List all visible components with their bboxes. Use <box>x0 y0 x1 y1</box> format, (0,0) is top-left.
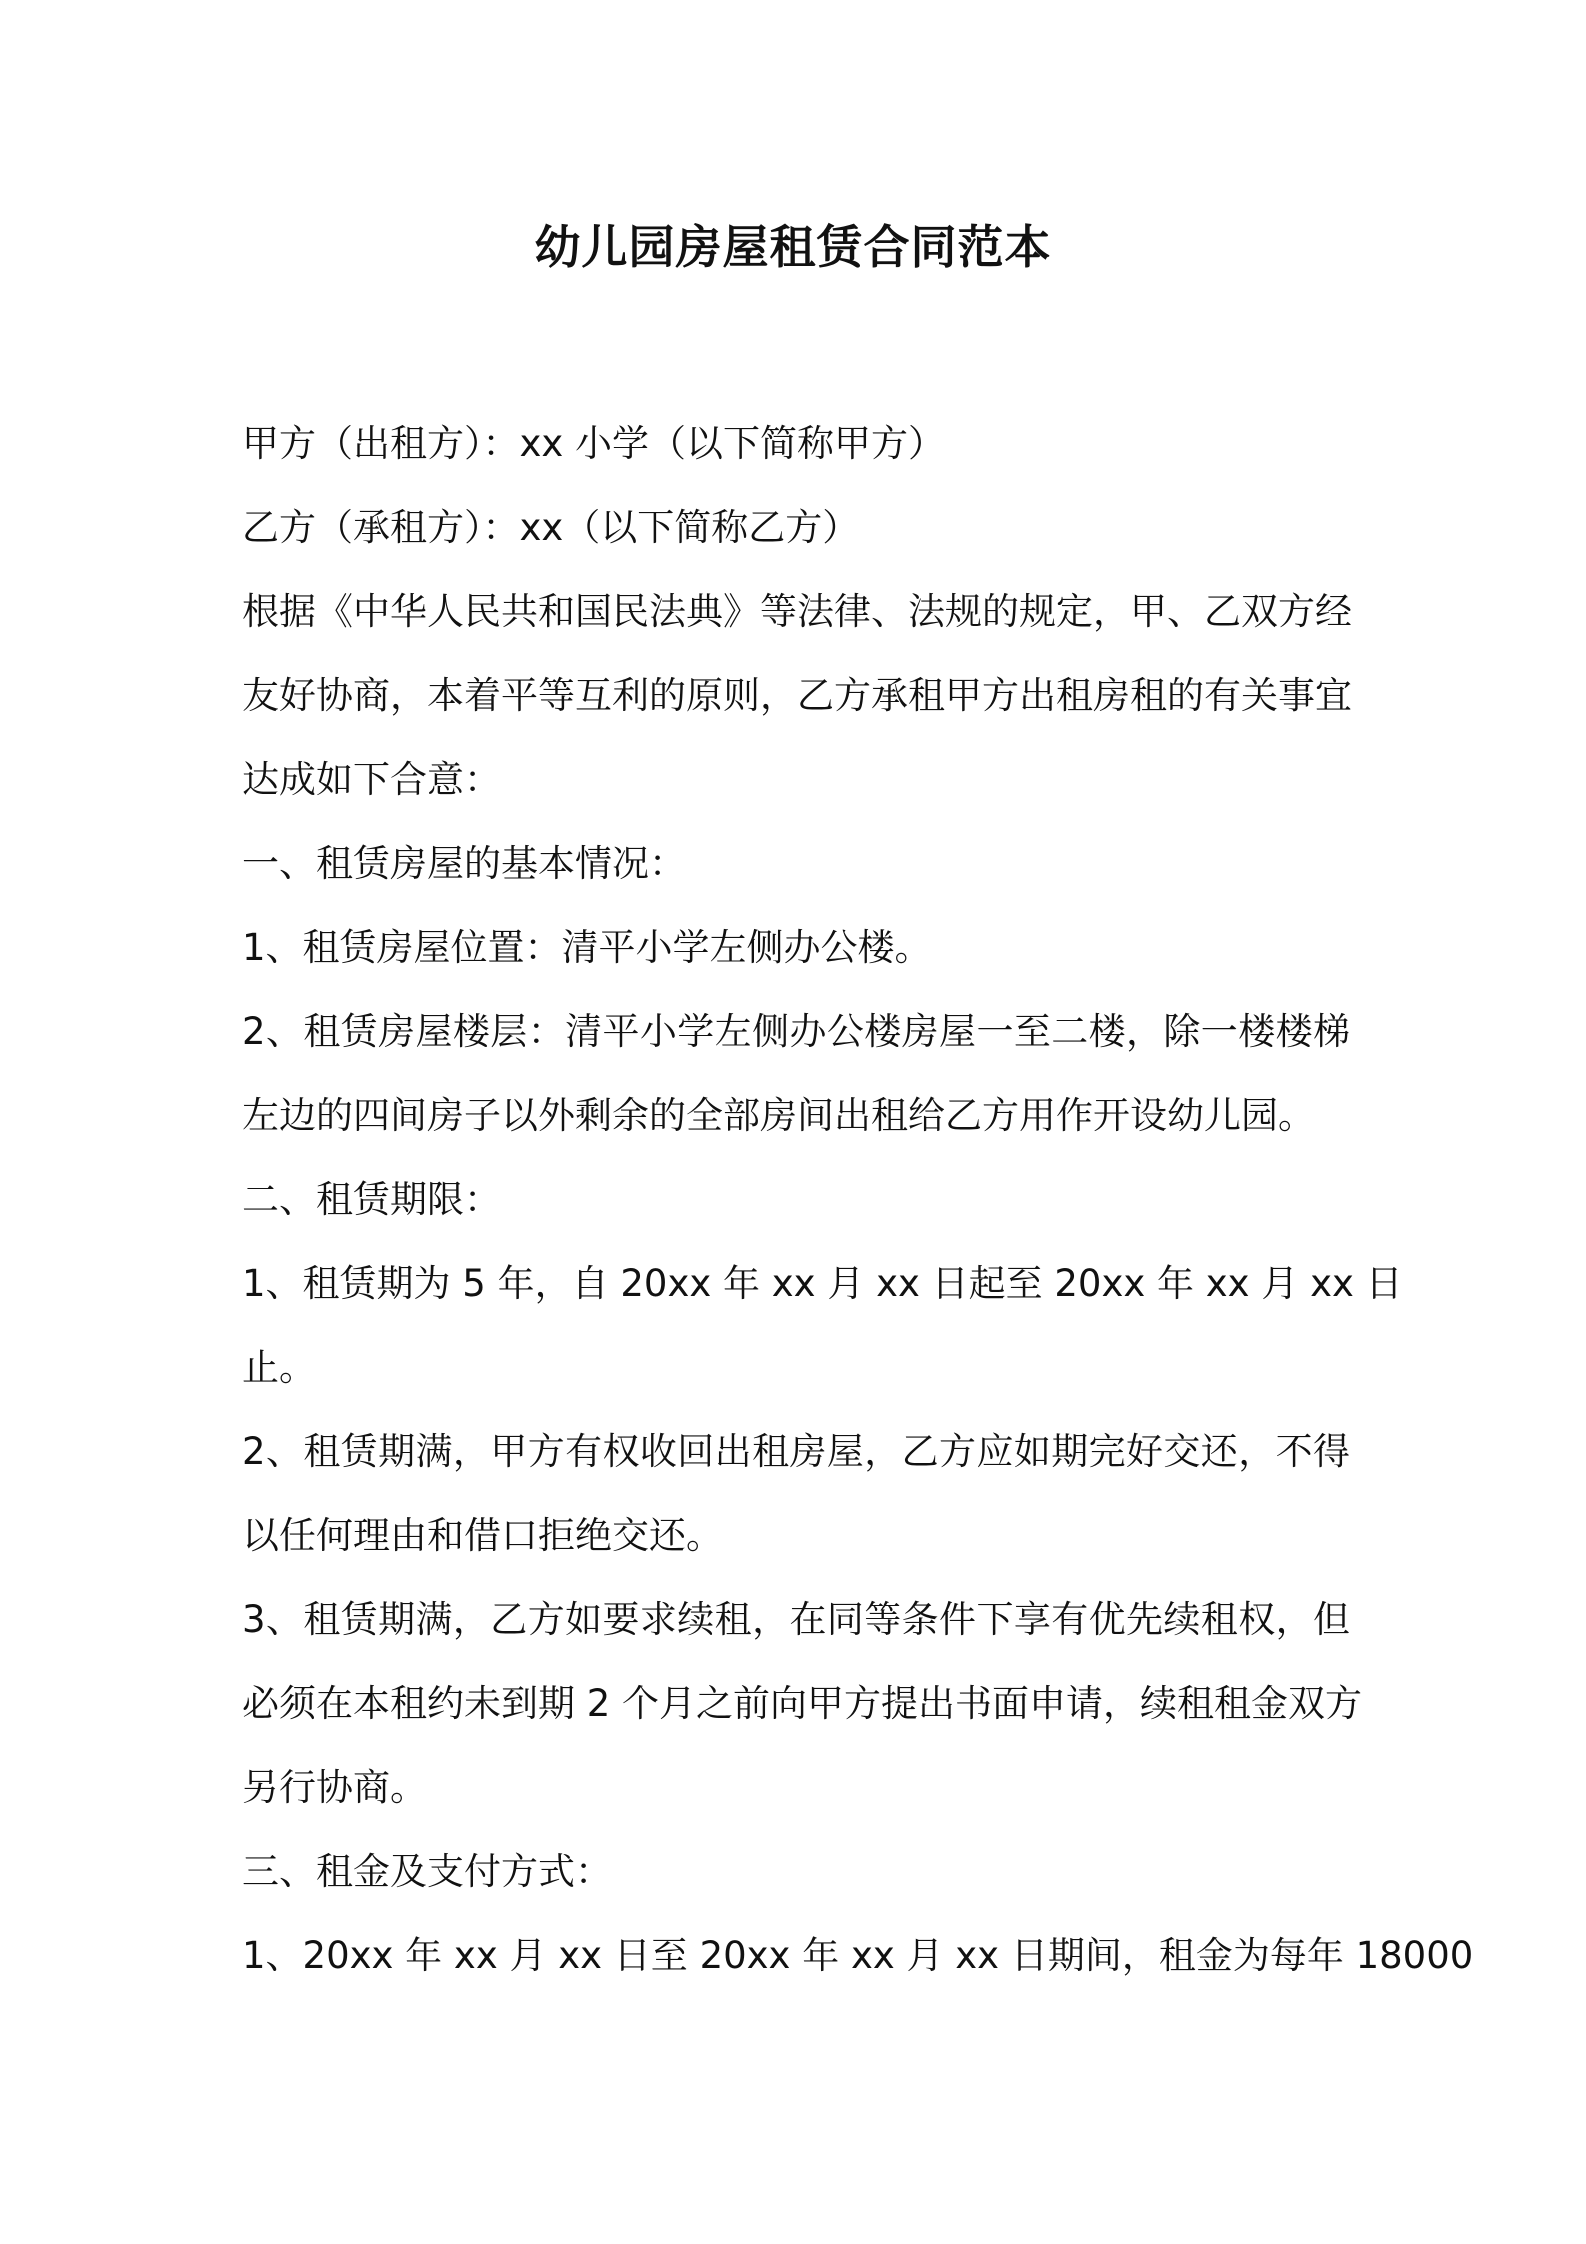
paragraph-line: 以任何理由和借口拒绝交还。 <box>242 1514 723 1557</box>
paragraph-line: 2、租赁房屋楼层：清平小学左侧办公楼房屋一至二楼，除一楼楼梯 <box>242 1010 1350 1053</box>
paragraph-line: 达成如下合意： <box>242 758 501 801</box>
section-heading: 一、租赁房屋的基本情况： <box>242 842 686 885</box>
section-heading: 三、租金及支付方式： <box>242 1850 612 1893</box>
paragraph-line: 必须在本租约未到期 2 个月之前向甲方提出书面申请，续租租金双方 <box>242 1682 1363 1725</box>
paragraph-line: 1、租赁期为 5 年，自 20xx 年 xx 月 xx 日起至 20xx 年 xx 月 xx 日 <box>242 1262 1403 1305</box>
document-title: 幼儿园房屋租赁合同范本 <box>534 220 1052 274</box>
section-heading: 二、租赁期限： <box>242 1178 501 1221</box>
paragraph-line: 友好协商，本着平等互利的原则，乙方承租甲方出租房租的有关事宜 <box>242 674 1352 717</box>
paragraph-line: 2、租赁期满，甲方有权收回出租房屋，乙方应如期完好交还，不得 <box>242 1430 1350 1473</box>
paragraph-line: 3、租赁期满，乙方如要求续租，在同等条件下享有优先续租权，但 <box>242 1598 1350 1641</box>
paragraph-line: 左边的四间房子以外剩余的全部房间出租给乙方用作开设幼儿园。 <box>242 1094 1315 1137</box>
paragraph-line: 1、租赁房屋位置：清平小学左侧办公楼。 <box>242 926 932 969</box>
paragraph-line: 另行协商。 <box>242 1766 427 1809</box>
document-body <box>242 402 1474 1998</box>
paragraph-line: 1、20xx 年 xx 月 xx 日至 20xx 年 xx 月 xx 日期间，租金为每年 18000 <box>242 1934 1474 1977</box>
paragraph-line: 根据《中华人民共和国民法典》等法律、法规的规定，甲、乙双方经 <box>242 590 1352 633</box>
paragraph-line: 乙方（承租方）：xx（以下简称乙方） <box>242 506 860 549</box>
paragraph-line: 甲方（出租方）：xx 小学（以下简称甲方） <box>242 422 946 465</box>
paragraph-line: 止。 <box>242 1346 316 1389</box>
